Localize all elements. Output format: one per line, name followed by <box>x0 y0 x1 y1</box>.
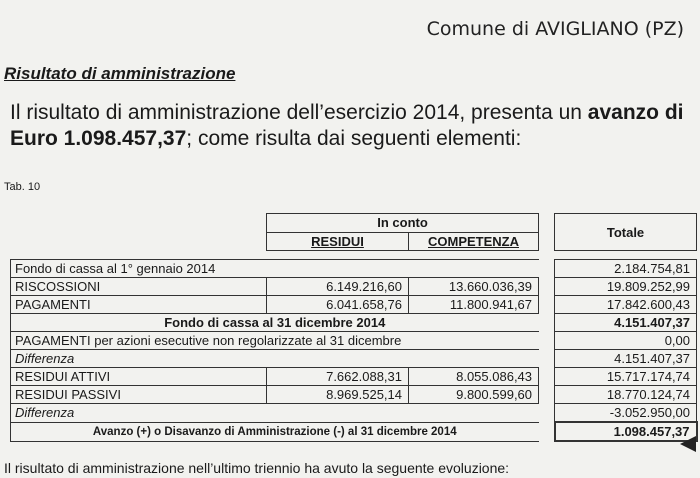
commune-header: Comune di AVIGLIANO (PZ) <box>426 18 684 40</box>
table-row: RESIDUI PASSIVI 8.969.525,14 9.800.599,60 18.770.124,74 <box>11 386 697 404</box>
footer-text: Il risultato di amministrazione nell’ultimo triennio ha avuto la seguente evoluzione: <box>4 460 510 476</box>
table-row: Differenza -3.052.950,00 <box>11 404 697 423</box>
table-row: Differenza 4.151.407,37 <box>11 350 697 368</box>
intro-text-2: ; come risulta dai seguenti elementi: <box>186 127 522 150</box>
intro-paragraph <box>10 100 690 152</box>
header-competenza: COMPETENZA <box>409 232 539 251</box>
intro-avanzo: avanzo di Euro 1.098.457,37 <box>10 101 684 150</box>
table-row: Fondo di cassa al 31 dicembre 2014 4.151.407,37 <box>11 314 697 332</box>
header-totale: Totale <box>555 214 697 251</box>
section-title: Risultato di amministrazione <box>4 64 236 83</box>
header-residui: RESIDUI <box>267 232 409 251</box>
table-row: RESIDUI ATTIVI 7.662.088,31 8.055.086,43 15.717.174,74 <box>11 368 697 386</box>
table-row: Fondo di cassa al 1° gennaio 2014 2.184.754,81 <box>11 260 697 278</box>
table-row: Avanzo (+) o Disavanzo di Amministrazione (-) al 31 dicembre 2014 1.098.457,37 <box>11 422 697 441</box>
table-row: PAGAMENTI 6.041.658,76 11.800.941,67 17.842.600,43 <box>11 296 697 314</box>
pointer-arrow-icon <box>680 436 696 452</box>
result-table <box>10 213 698 442</box>
table-label: Tab. 10 <box>4 181 41 193</box>
table-row: RISCOSSIONI 6.149.216,60 13.660.036,39 19.809.252,99 <box>11 278 697 296</box>
intro-text-1: Il risultato di amministrazione dell’esercizio 2014, presenta un <box>10 101 588 124</box>
header-in-conto: In conto <box>267 214 539 233</box>
table-row: PAGAMENTI per azioni esecutive non regolarizzate al 31 dicembre 0,00 <box>11 332 697 350</box>
